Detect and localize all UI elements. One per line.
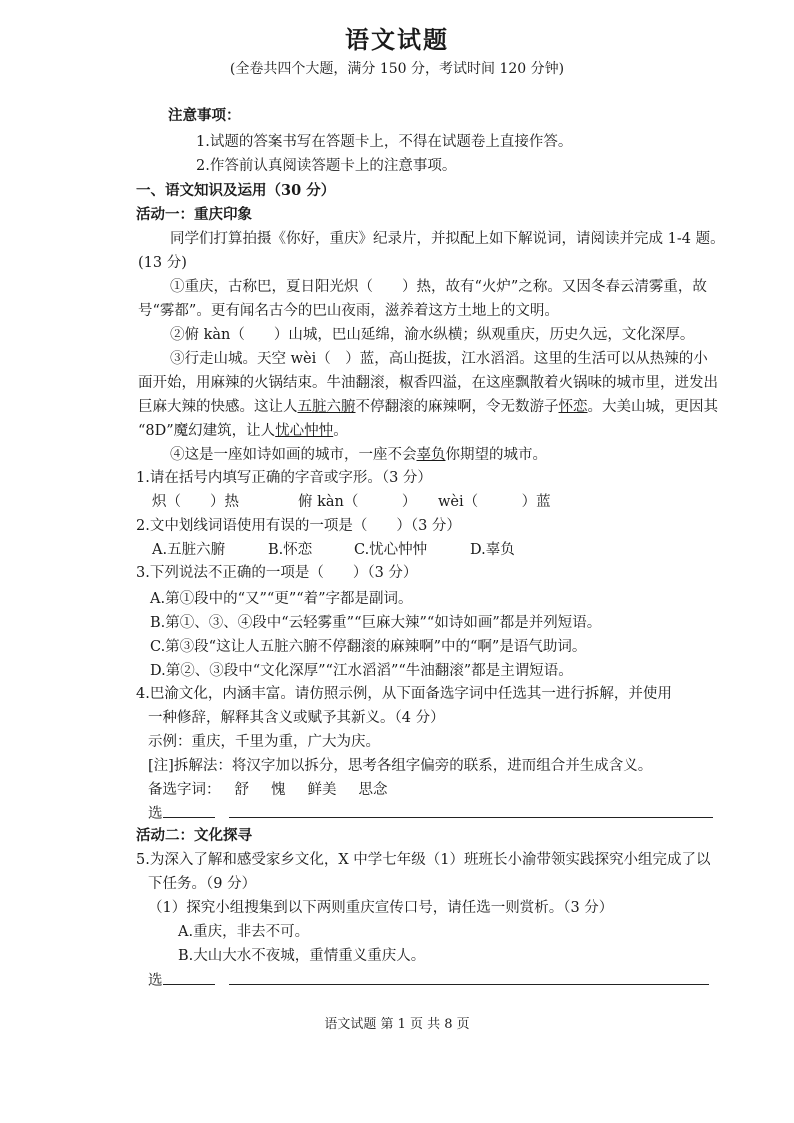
activity-2-heading: 活动二：文化探寻 — [136, 827, 252, 844]
q4-option-4: 思念 — [358, 782, 388, 798]
question-3: 3.下列说法不正确的一项是（ ）（3 分） — [136, 565, 418, 581]
q4-option-3: 鲜美 — [307, 782, 337, 798]
q4-answer-row: 选 — [148, 803, 713, 824]
q1-item-c: wèi（ ）蓝 — [438, 494, 551, 510]
notice-item-2: 2.作答前认真阅读答题卡上的注意事项。 — [196, 158, 457, 174]
q5-select-blank[interactable] — [163, 970, 215, 985]
q3-option-a: A.第①段中的“又”“更”“着”字都是副词。 — [150, 591, 413, 607]
q4-option-2: 愧 — [271, 782, 286, 798]
page-title: 语文试题 — [345, 25, 449, 54]
exam-info: (全卷共四个大题，满分 150 分，考试时间 120 分钟) — [229, 61, 565, 77]
passage-p2: ②俯 kàn（ ）山城，巴山延绵，渝水纵横；纵观重庆，历史久远，文化深厚。 — [170, 327, 695, 343]
underlined-word-3: 忧心忡忡 — [275, 423, 334, 439]
question-4-line2: 一种修辞，解释其含义或赋予其新义。（4 分） — [148, 710, 445, 726]
q2-option-a: A.五脏六腑 — [152, 542, 226, 558]
q4-options: 备选字词： 舒 愧 鲜美 思念 — [148, 782, 388, 798]
q2-option-d: D.辜负 — [470, 542, 515, 558]
q5-slogan-a: A.重庆，非去不可。 — [178, 924, 310, 940]
passage-p4: ④这是一座如诗如画的城市，一座不会辜负你期望的城市。 — [170, 447, 547, 463]
question-2: 2.文中划线词语使用有误的一项是（ ）（3 分） — [136, 518, 461, 534]
q1-item-b: 俯 kàn（ ） — [298, 494, 417, 510]
activity-1-heading: 活动一：重庆印象 — [136, 206, 252, 223]
q4-note: [注]拆解法：将汉字加以拆分，思考各组字偏旁的联系，进而组合并生成含义。 — [148, 758, 653, 774]
q5-part-1: （1）探究小组搜集到以下两则重庆宣传口号，请任选一则赏析。（3 分） — [148, 900, 614, 916]
q3-option-d: D.第②、③段中“文化深厚”“江水滔滔”“牛油翻滚”都是主谓短语。 — [150, 663, 573, 679]
passage-p3-line2: 面开始，用麻辣的火锅结束。牛油翻滚，椒香四溢，在这座飘散着火锅味的城市里，迸发出 — [138, 375, 718, 391]
q2-option-b: B.怀恋 — [268, 542, 313, 558]
q3-option-c: C.第③段“这让人五脏六腑不停翻滚的麻辣啊”中的“啊”是语气助词。 — [150, 639, 587, 655]
q3-option-b: B.第①、③、④段中“云轻雾重”“巨麻大辣”“如诗如画”都是并列短语。 — [150, 615, 602, 631]
notice-heading: 注意事项： — [168, 107, 241, 124]
underlined-word-4: 辜负 — [416, 447, 446, 463]
q1-item-a: 炽（ ）热 — [152, 494, 239, 510]
intro-text: 同学们打算拍摄《你好，重庆》纪录片，并拟配上如下解说词，请阅读并完成 1-4 题。 — [170, 231, 725, 247]
q4-answer-blank[interactable] — [229, 803, 713, 818]
passage-p3-line1: ③行走山城。天空 wèi（ ）蓝，高山挺拔，江水滔滔。这里的生活可以从热辣的小 — [170, 351, 708, 367]
q4-option-1: 舒 — [234, 782, 249, 798]
passage-p1-line2: 号“雾都”。更有闻名古今的巴山夜雨，滋养着这方土地上的文明。 — [138, 303, 559, 319]
underlined-word-1: 五脏六腑 — [297, 399, 356, 415]
question-5-line1: 5.为深入了解和感受家乡文化，X 中学七年级（1）班班长小渝带领实践探究小组完成了以 — [136, 852, 711, 868]
intro-score: (13 分) — [138, 255, 187, 271]
passage-p1-line1: ①重庆，古称巴，夏日阳光炽（ ）热，故有“火炉”之称。又因冬春云清雾重，故 — [170, 279, 707, 295]
notice-item-1: 1.试题的答案书写在答题卡上，不得在试题卷上直接作答。 — [196, 134, 573, 150]
page-footer: 语文试题 第 1 页 共 8 页 — [324, 1017, 470, 1032]
passage-p3-line4: “8D”魔幻建筑，让人忧心忡忡。 — [138, 423, 348, 439]
q5-answer-blank[interactable] — [229, 970, 709, 985]
question-1: 1.请在括号内填写正确的字音或字形。（3 分） — [136, 470, 432, 486]
q5-answer-row: 选 — [148, 970, 709, 991]
q2-option-c: C.忧心忡忡 — [354, 542, 428, 558]
q5-slogan-b: B.大山大水不夜城，重情重义重庆人。 — [178, 948, 426, 964]
underlined-word-2: 怀恋 — [558, 399, 588, 415]
section-heading: 一、语文知识及运用（30 分） — [136, 182, 336, 199]
q4-select-blank[interactable] — [163, 803, 215, 818]
question-5-line2: 下任务。（9 分） — [148, 876, 257, 892]
q4-example: 示例：重庆，千里为重，广大为庆。 — [148, 734, 380, 750]
question-4-line1: 4.巴渝文化，内涵丰富。请仿照示例，从下面备选字词中任选其一进行拆解，并使用 — [136, 686, 672, 702]
passage-p3-line3: 巨麻大辣的快感。这让人五脏六腑不停翻滚的麻辣啊，令无数游子怀恋。大美山城，更因其 — [138, 399, 718, 415]
